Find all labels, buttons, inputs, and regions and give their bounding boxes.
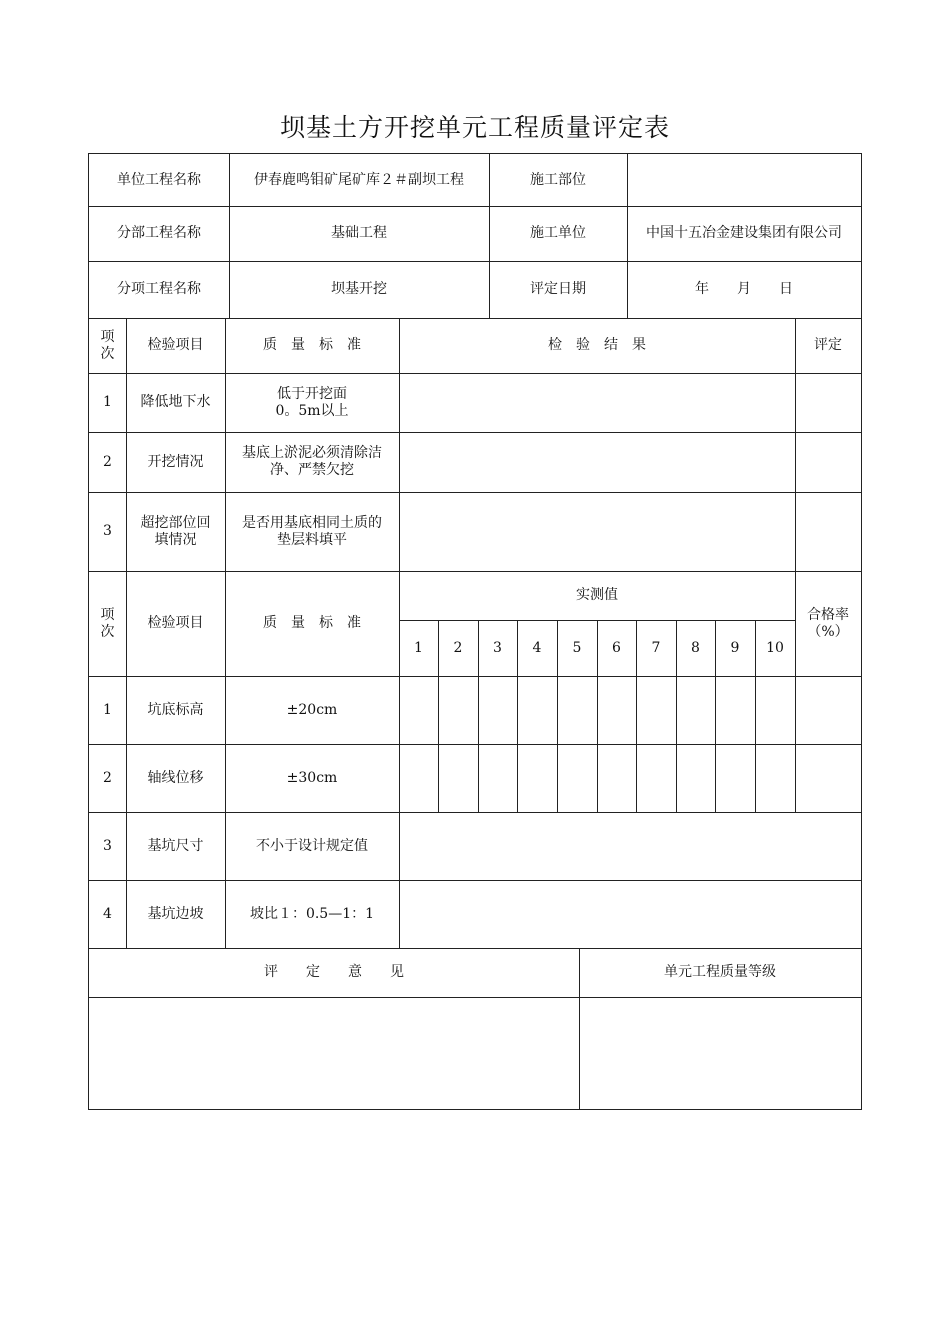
measure-number: 2 (453, 639, 463, 656)
item-label: 分项工程名称 (117, 281, 201, 297)
opinion-value (89, 997, 579, 1109)
measure-number: 3 (493, 639, 502, 656)
measure-number: 1 (414, 639, 423, 656)
row-no: 3 (103, 837, 112, 854)
unit-project-value: 伊春鹿鸣钼矿尾矿库２＃副坝工程 (254, 171, 464, 188)
row-standard: 低于开挖面 0。5m以上 (275, 385, 349, 419)
row-item: 降低地下水 (140, 394, 211, 410)
measure-number: 7 (651, 639, 661, 656)
construction-part-value (627, 154, 861, 206)
date-label: 评定日期 (530, 281, 586, 297)
row-item: 开挖情况 (147, 453, 204, 470)
row-no: 4 (103, 905, 112, 922)
construction-part-label: 施工部位 (530, 171, 586, 188)
col-item-header: 检验项目 (147, 615, 204, 631)
col-standard-header: 质 量 标 准 (263, 337, 361, 353)
page-title: 坝基土方开挖单元工程质量评定表 (279, 113, 670, 142)
measure-number: 6 (612, 639, 621, 656)
item-value: 坝基开挖 (331, 281, 387, 297)
measure-number: 5 (572, 639, 582, 656)
contractor-label: 施工单位 (530, 225, 586, 241)
unit-project-label: 单位工程名称 (117, 171, 201, 188)
col-result-header: 检 验 结 果 (548, 337, 646, 353)
row-standard: ±20cm (286, 701, 338, 718)
row-no: 2 (103, 769, 112, 786)
col-measured-header: 实测值 (576, 587, 618, 603)
row-item: 超挖部位回填情况 (140, 514, 211, 548)
measure-number: 9 (730, 639, 740, 656)
row-no: 1 (103, 701, 112, 718)
col-pass-rate-header: 合格率 （%） (807, 606, 849, 640)
row-no: 1 (103, 394, 112, 410)
measure-number: 8 (691, 639, 700, 656)
row-no: 2 (103, 453, 112, 470)
measure-number: 4 (532, 639, 542, 656)
row-item: 基坑边坡 (147, 905, 204, 922)
division-value: 基础工程 (331, 225, 387, 241)
col-item-header: 检验项目 (147, 337, 204, 353)
opinion-label: 评 定 意 见 (264, 964, 404, 980)
col-no-header: 项次 (100, 328, 115, 362)
date-value: 年 月 日 (695, 281, 793, 297)
row-standard: ±30cm (286, 769, 338, 786)
measure-number: 10 (766, 639, 784, 656)
row-item: 轴线位移 (147, 769, 204, 786)
evaluation-table (88, 153, 862, 1110)
row-item: 基坑尺寸 (147, 837, 204, 854)
contractor-value: 中国十五冶金建设集团有限公司 (646, 225, 842, 241)
row-no: 3 (103, 523, 112, 539)
col-divider (795, 318, 796, 812)
row-standard: 坡比１：0.5—1：1 (249, 905, 375, 922)
col-eval-header: 评定 (814, 337, 842, 353)
col-no-header: 项次 (100, 606, 115, 640)
division-label: 分部工程名称 (117, 225, 201, 241)
row-standard: 基底上淤泥必须清除洁净、严禁欠挖 (242, 445, 382, 478)
grade-value (579, 997, 861, 1109)
row-item: 坑底标高 (147, 701, 204, 718)
col-standard-header: 质 量 标 准 (263, 615, 361, 631)
row-standard: 不小于设计规定值 (256, 837, 368, 854)
row-standard: 是否用基底相同土质的垫层料填平 (242, 514, 382, 548)
grade-label: 单元工程质量等级 (664, 964, 776, 980)
